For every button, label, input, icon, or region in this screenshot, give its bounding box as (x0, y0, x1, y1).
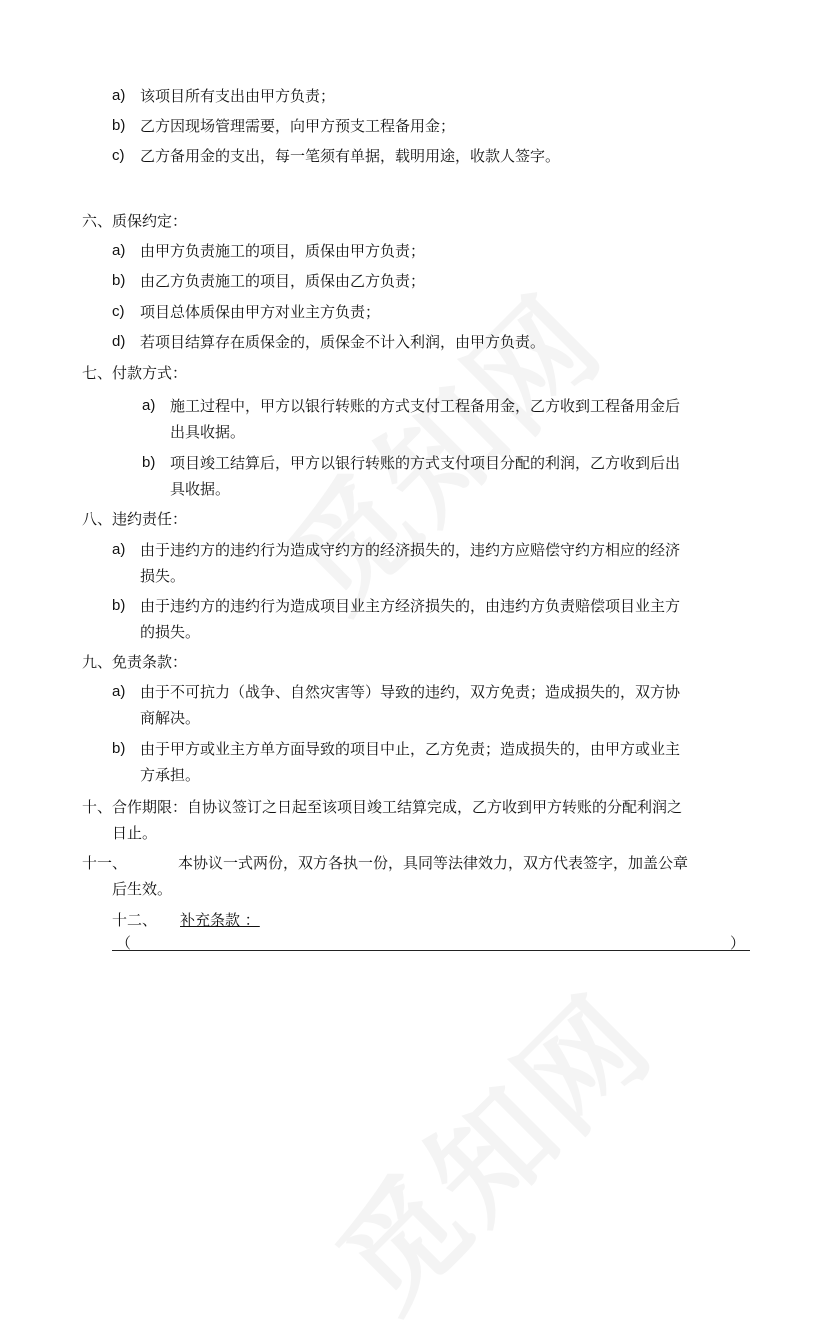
section-11-line2: 后生效。 (112, 880, 173, 898)
list-item: 若项目结算存在质保金的，质保金不计入利润，由甲方负责。 (140, 333, 546, 351)
list-marker: c) (112, 147, 125, 164)
section-heading-8: 八、违约责任： (82, 510, 188, 528)
list-item-line2: 商解决。 (140, 709, 201, 727)
list-marker: c) (112, 303, 125, 320)
list-item-line2: 出具收据。 (170, 423, 246, 441)
list-item-line2: 损失。 (140, 567, 186, 585)
section-heading-7: 七、付款方式： (82, 364, 188, 382)
section-10-line1: 十、合作期限：自协议签订之日起至该项目竣工结算完成，乙方收到甲方转账的分配利润之 (82, 798, 683, 816)
list-item-line2: 方承担。 (140, 766, 201, 784)
section-heading-9: 九、免责条款： (82, 653, 188, 671)
section-heading-6: 六、质保约定： (82, 212, 188, 230)
list-marker: a) (112, 87, 126, 104)
list-marker: a) (112, 541, 126, 558)
section-11-line1: 本协议一式两份，双方各执一份，具同等法律效力，双方代表签字，加盖公章 (178, 854, 689, 872)
list-item: 乙方备用金的支出，每一笔须有单据，载明用途，收款人签字。 (140, 147, 561, 165)
list-marker: b) (112, 597, 126, 614)
list-marker: a) (112, 242, 126, 259)
list-item-line1: 由于违约方的违约行为造成守约方的经济损失的，违约方应赔偿守约方相应的经济 (140, 541, 681, 559)
list-item-line1: 由于甲方或业主方单方面导致的项目中止，乙方免责；造成损失的，由甲方或业主 (140, 740, 681, 758)
list-item: 项目总体质保由甲方对业主方负责； (140, 303, 381, 321)
list-item: 乙方因现场管理需要，向甲方预支工程备用金； (140, 117, 456, 135)
list-item: 该项目所有支出由甲方负责； (140, 87, 336, 105)
watermark-bottom (295, 952, 684, 1340)
supplementary-clause-blank-line (112, 950, 750, 951)
list-item: 由乙方负责施工的项目，质保由乙方负责； (140, 272, 426, 290)
section-10-line2: 日止。 (112, 824, 158, 842)
section-12-number: 十二、 (112, 911, 158, 929)
list-item-line1: 由于不可抗力（战争、自然灾害等）导致的违约，双方免责；造成损失的，双方协 (140, 683, 681, 701)
list-marker: b) (112, 740, 126, 757)
list-marker: b) (112, 117, 126, 134)
list-marker: a) (142, 397, 156, 414)
list-marker: b) (112, 272, 126, 289)
close-paren: ） (730, 934, 746, 952)
list-marker: b) (142, 454, 156, 471)
list-item-line1: 施工过程中，甲方以银行转账的方式支付工程备用金，乙方收到工程备用金后 (170, 397, 681, 415)
supplementary-clause-label: 补充条款 ： (180, 911, 260, 929)
list-marker: a) (112, 683, 126, 700)
list-item-line1: 项目竣工结算后，甲方以银行转账的方式支付项目分配的利润，乙方收到后出 (170, 454, 681, 472)
list-item: 由甲方负责施工的项目，质保由甲方负责； (140, 242, 426, 260)
list-item-line1: 由于违约方的违约行为造成项目业主方经济损失的，由违约方负责赔偿项目业主方 (140, 597, 681, 615)
list-item-line2: 具收据。 (170, 480, 231, 498)
open-paren: （ (116, 934, 132, 952)
list-marker: d) (112, 333, 126, 350)
list-item-line2: 的损失。 (140, 623, 201, 641)
section-11-number: 十一、 (82, 854, 128, 872)
